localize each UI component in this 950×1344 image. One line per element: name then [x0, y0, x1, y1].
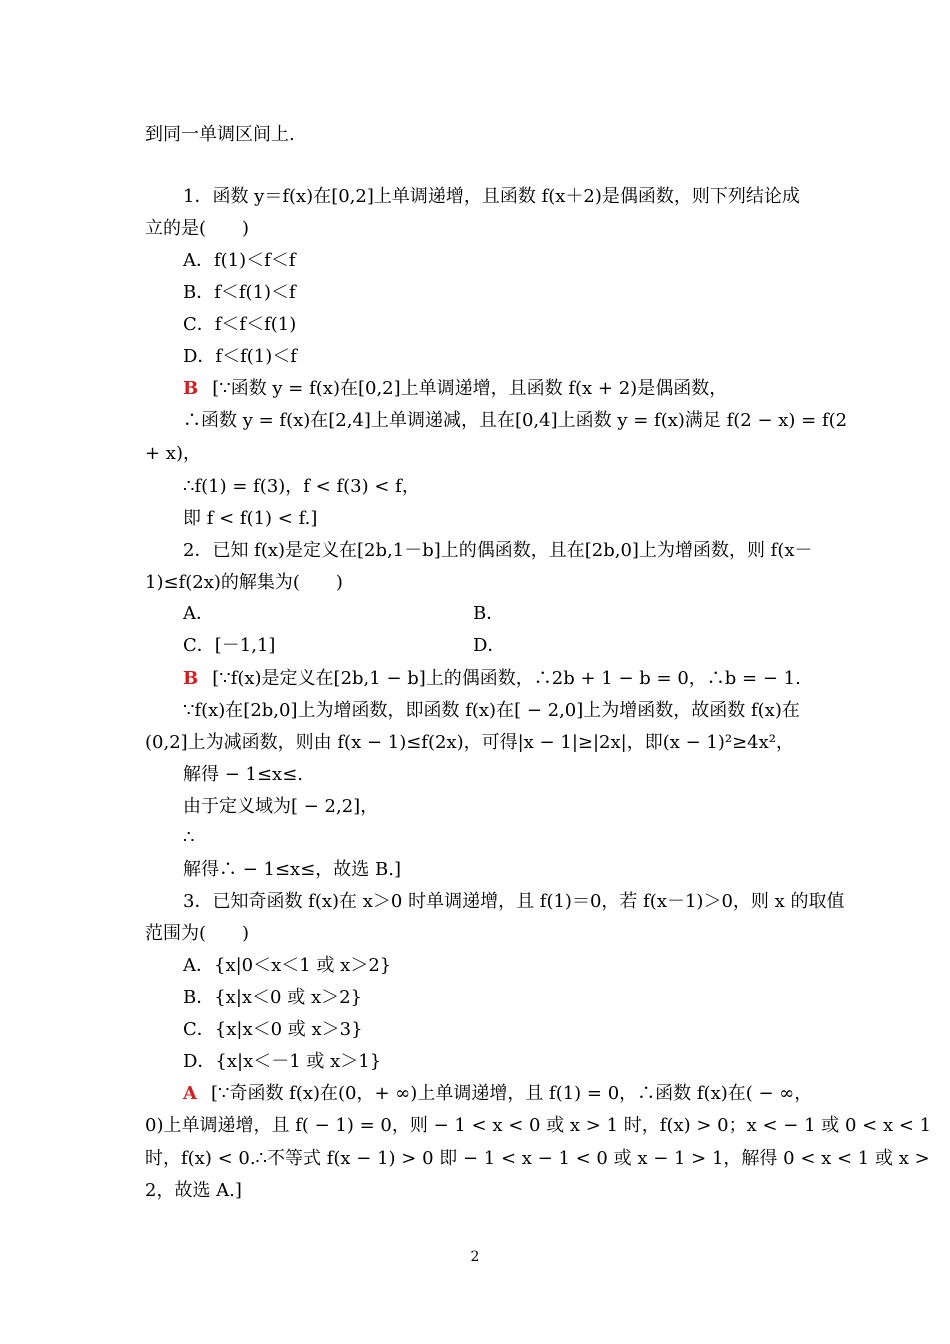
- solution-1-line: 即 f < f(1) < f.]: [183, 508, 318, 529]
- text-line: 到同一单调区间上.: [145, 124, 295, 145]
- question-3-option-d: D．{x|x＜－1 或 x＞1}: [183, 1051, 382, 1072]
- solution-2-line: 由于定义域为[ − 2,2]，: [183, 796, 379, 817]
- question-1-option-b: B．f＜f(1)＜f: [183, 282, 296, 303]
- answer-3: A: [183, 1083, 197, 1104]
- question-3-stem: 3．已知奇函数 f(x)在 x＞0 时单调递增，且 f(1)＝0，若 f(x－1)＞0，则 x 的取值: [183, 891, 845, 912]
- answer-1: B: [183, 378, 199, 399]
- solution-3-line: A [∵奇函数 f(x)在(0，+ ∞)上单调递增，且 f(1) = 0，∴函数 f(x)在( − ∞，: [183, 1083, 813, 1104]
- solution-3-line: 时，f(x) < 0.∴不等式 f(x − 1) > 0 即 − 1 < x − 1 < 0 或 x − 1 > 1，解得 0 < x < 1 或 x >: [145, 1148, 930, 1169]
- question-2-option-d: D．: [473, 635, 506, 656]
- solution-1-line: ∴f(1) = f(3)，f < f(3) < f，: [183, 476, 420, 497]
- question-1-stem-cont: 立的是( ): [145, 218, 250, 239]
- solution-2-line: (0,2]上为减函数，则由 f(x − 1)≤f(2x)，可得|x − 1|≥|2x|，即(x − 1)²≥4x²，: [145, 732, 794, 753]
- question-2-stem-cont: 1)≤f(2x)的解集为( ): [145, 572, 343, 593]
- solution-1-line: + x)，: [145, 443, 201, 464]
- question-2-option-b: B．: [473, 603, 505, 624]
- solution-2-line: 解得∴ − 1≤x≤，故选 B.]: [183, 859, 401, 880]
- question-1-option-a: A．f(1)＜f＜f: [183, 250, 296, 271]
- question-3-option-c: C．{x|x＜0 或 x＞3}: [183, 1019, 363, 1040]
- solution-2-line: ∴: [183, 827, 195, 848]
- question-2-option-c: C．[－1,1]: [183, 635, 276, 656]
- page-number: 2: [470, 1249, 480, 1265]
- question-3-option-b: B．{x|x＜0 或 x＞2}: [183, 987, 362, 1008]
- solution-2-line: ∵f(x)在[2b,0]上为增函数，即函数 f(x)在[ − 2,0]上为增函数，故函数 f(x)在: [183, 700, 800, 721]
- solution-3-line: 2，故选 A.]: [145, 1180, 242, 1201]
- question-3-option-a: A．{x|0＜x＜1 或 x＞2}: [183, 955, 392, 976]
- question-1-option-c: C．f＜f＜f(1): [183, 314, 297, 335]
- question-1-option-d: D．f＜f(1)＜f: [183, 346, 297, 367]
- solution-1-line: ∴函数 y = f(x)在[2,4]上单调递减，且在[0,4]上函数 y = f(x)满足 f(2 − x) = f(2: [183, 410, 848, 431]
- solution-1-line: B [∵函数 y = f(x)在[0,2]上单调递增，且函数 f(x + 2)是偶函数，: [183, 378, 728, 399]
- solution-2-line: 解得 − 1≤x≤.: [183, 764, 304, 785]
- solution-2-line: B [∵f(x)是定义在[2b,1 − b]上的偶函数，∴2b + 1 − b = 0，∴b = − 1.: [183, 668, 801, 689]
- question-3-stem-cont: 范围为( ): [145, 923, 250, 944]
- solution-3-line: 0)上单调递增，且 f( − 1) = 0，则 − 1 < x < 0 或 x > 1 时，f(x) > 0；x < − 1 或 0 < x < 1: [145, 1115, 932, 1136]
- question-2-stem: 2．已知 f(x)是定义在[2b,1－b]上的偶函数，且在[2b,0]上为增函数，则 f(x－: [183, 540, 813, 561]
- question-2-option-a: A．: [183, 603, 214, 624]
- question-1-stem: 1．函数 y＝f(x)在[0,2]上单调递增，且函数 f(x＋2)是偶函数，则下列结论成: [183, 186, 800, 207]
- answer-2: B: [183, 668, 199, 689]
